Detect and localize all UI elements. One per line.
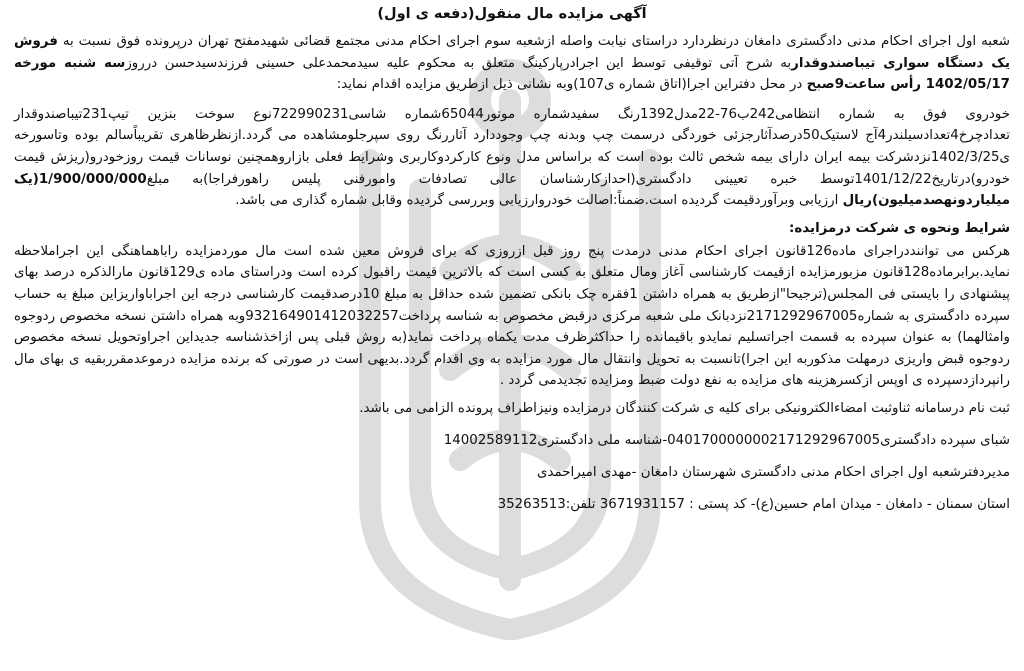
appraisal-amount-words: (یک میلیاردونهصدمیلیون)ریال (14, 171, 1010, 209)
vehicle-text-2: ارزیابی وبرآوردقیمت گردیده است.ضمناً:اصالت خودروارزیابی وبررسی گردیده وقابل شماره گذاری می باشد. (235, 193, 843, 209)
intro-text-1: شعبه اول اجرای احکام مدنی دادگستری دامغان درنظردارد دراستای نیابت واصله ازشعبه سوم اجرای احکام مدنی مجتمع قضائی شهیدمفتح تهران درپرونده فوق نسبت به (57, 34, 1010, 49)
intro-text-2: به شرح آتی توقیفی توسط این اجرادرپارکینگ متعلق به محکوم علیه سیدمحمدعلی حسینی فرزندسیدحسن درروز (125, 55, 792, 71)
registration-note: ثبت نام درسامانه ثناوثبت امضاءالکترونیکی برای کلیه ی شرکت کنندگان درمزایده ونیزاطراف پرونده الزامی می باشد. (359, 400, 1010, 416)
vehicle-text-1: خودروی فوق به شماره انتظامی242ب76-22مدل1392رنگ سفیدشماره موتور65044شماره شاسی722990231نوع سوخت بنزین تیپ231تیباصندوقدار تعدادچرخ4تعدادسیلندر4آج لاستیک50درصدآثارجزئی خوردگی درسمت چپ وبدنه چپ وجوددارد آثاررنگ روی سپرجلومشاهده می گردد.ازنظرظاهری تقریباًسالم بوده وتاسورخه ی1402/3/25نزدشرکت بیمه ایران دارای بیمه شخص ثالث بوده است که براساس مدل ونوع کارکردوکاربری وشرایط فعلی بازاروهمچنین نوسانات قیمت روزخودرو(ریزش قیمت خودرو)درتاریخ1401/12/22توسط خبره تعیینی دادگستری(احدازکارشناسان عالی تصادفات وامورفنی پلیس راهورفراجا)به مبلغ (14, 106, 1010, 187)
vehicle-description-paragraph (14, 104, 1010, 212)
conditions-paragraph: هرکس می تواننددراجرای ماده126قانون اجرای احکام مدنی درمدت پنج روز قبل ازروزی که برای فروش معین شده است مال موردمزایده راباهماهنگی این اجراملاحظه نماید.برابرماده128قانون مزبورمزایده ازقیمت کارشناسی آغاز ومال متعلق به کسی است که بالاترین قیمت راقبول کرده است ودراستای ماده ی129قانون مارالذکره درصد بهای پیشنهادی را بایستی فی المجلس(ترجیحا"ازطریق به همراه داشتن 1فقره چک بانکی تضمین شده حداقل به مبلغ 10درصدقیمت کارشناسی درجه این اجراباواریزاین مبلغ به حساب سپرده دادگستری به شماره2171292967005نزدبانک ملی شعبه مرکزی درقبض مخصوص به شناسه پرداخت932164901412032257وبه همراه داشتن نسخه مخصوص ردوجوه وامثالهما) به عنوان سپرده به قسمت اجراتسلیم نمایدو باقیمانده را حداکثرظرف مدت یکماه پرداخت نماید(به روش قبلی پس ازاخذشناسه جدیداین اجراوتحویل نسخه مخصوص ردوجوه قبض واریزی درمهلت مذکوربه این اجرا)تانسبت به تحویل وانتقال مال مورد مزایده به وی اقدام گردد.بدیهی است در صورتی که برنده مزایده درموعدمقرربقیه ی بهای مال رانپردازدسپرده ی اوپس ازکسرهزینه های مزایده به نفع دولت ضبط ومزایده تجدیدمی گردد . (14, 243, 1010, 389)
item-for-sale: فروش یک دستگاه سواری تیباصندوقدار (14, 34, 1010, 71)
intro-paragraph (14, 31, 1010, 96)
notice-title: آگهی مزایده مال منقول(دفعه ی اول) (377, 6, 647, 22)
account-line: شبای سپرده دادگستری0401700000002171292967005-شناسه ملی دادگستری14002589112 (443, 432, 1010, 448)
office-manager-line: مدیردفترشعبه اول اجرای احکام مدنی دادگستری شهرستان دامغان -مهدی امیراحمدی (537, 464, 1010, 480)
appraisal-amount: 1/900/000/000 (38, 171, 147, 187)
address-line: استان سمنان - دامغان - میدان امام حسین(ع)- کد پستی : 3671931157 تلفن:35263513 (497, 496, 1010, 512)
auction-date-time: سه شنبه مورخه 1402/05/17 رأس ساعت9صبح (14, 55, 1010, 93)
conditions-heading: شرایط ونحوه ی شرکت درمزایده: (789, 220, 1010, 236)
notice-content (14, 6, 1010, 515)
intro-text-3: در محل دفتراین اجرا(اتاق شماره ی107)وبه نشانی ذیل ازطریق مزایده اقدام نماید: (336, 77, 807, 93)
